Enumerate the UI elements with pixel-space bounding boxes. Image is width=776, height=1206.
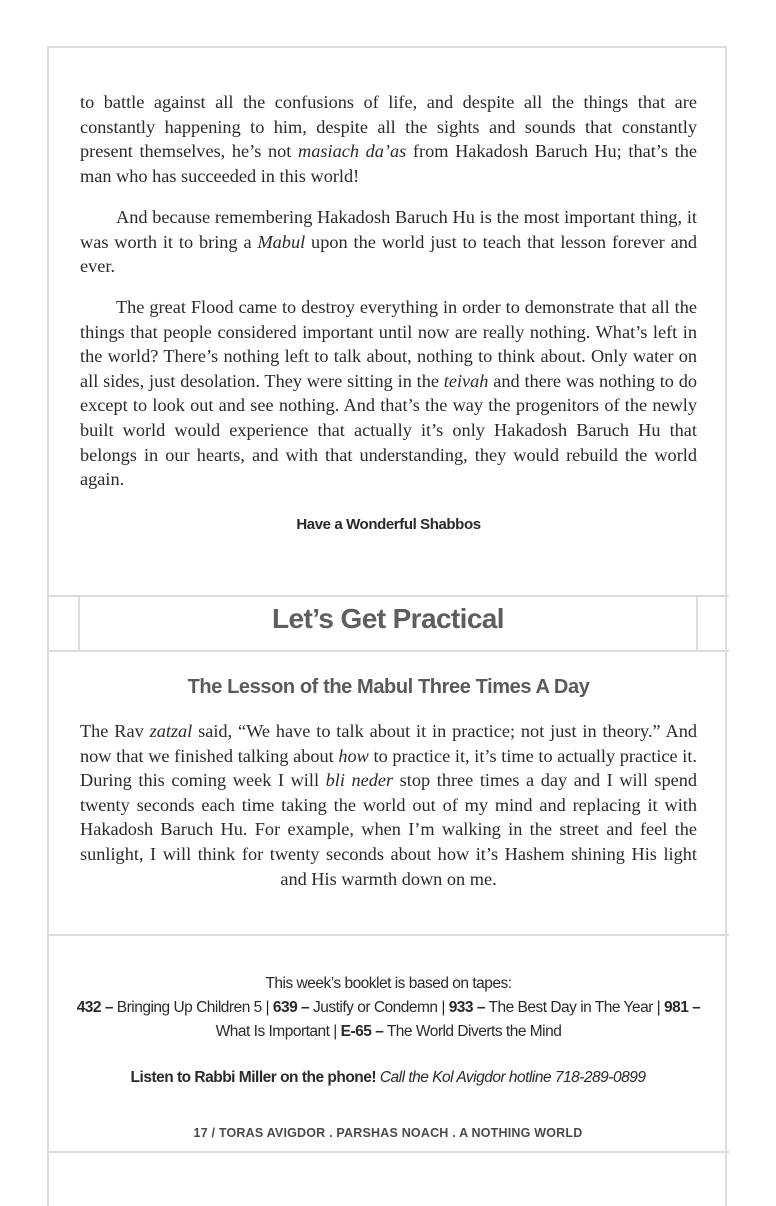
tape-title: The Best Day in The Year	[484, 999, 657, 1016]
tapes-intro: This week’s booklet is based on tapes:	[265, 975, 512, 992]
paragraph	[80, 90, 697, 188]
paragraph	[80, 205, 697, 279]
italic-term: Mabul	[257, 231, 306, 252]
tape-title: The World Diverts the Mind	[383, 1023, 562, 1040]
tape-title: Justify or Condemn	[309, 999, 442, 1016]
separator: |	[265, 999, 273, 1016]
italic-term: masiach da’as	[298, 141, 407, 162]
tape-title: Bringing Up Children 5	[112, 999, 266, 1016]
text-run: to practice it, it’s time to actually practice it. During this coming week I will	[80, 745, 697, 791]
separator: |	[656, 999, 665, 1016]
text-run: and there was nothing to do except to look out and see nothing. And that’s the way the progenitors of the newly built world would experience that actually it’s only Hakadosh Baruch Hu that belongs in our hearts, and with that understanding, they would rebuild the world again.	[80, 370, 697, 490]
tape-number: 639 –	[272, 999, 310, 1016]
subtitle: The Lesson of the Mabul Three Times A Day	[187, 676, 590, 698]
hotline-line	[60, 1069, 716, 1087]
divider	[47, 934, 729, 936]
tape-number: E-65 –	[340, 1023, 384, 1040]
paragraph	[80, 295, 697, 492]
tape-number: 981 –	[664, 999, 701, 1016]
tape-title: What Is Important	[215, 1023, 334, 1040]
text-run: from Hakadosh Baruch Hu; that’s the man who has succeeded in this world!	[80, 141, 697, 186]
tapes-list	[76, 972, 701, 1044]
separator: |	[333, 1023, 341, 1040]
divider	[47, 650, 729, 652]
text-run: to battle against all the confusions of life, and despite all the things that are constantly happening to him, despite all the sights and sounds that constantly present themselves, he’s not	[80, 92, 697, 162]
hotline-number: Call the Kol Avigdor hotline 718-289-0899	[376, 1069, 646, 1086]
hotline-bold: Listen to Rabbi Miller on the phone!	[130, 1069, 377, 1086]
divider	[47, 1151, 729, 1153]
tapes-items	[76, 996, 701, 1044]
text-run: The great Flood came to destroy everything in order to demonstrate that all the things that people considered important until now are really nothing. What’s left in the world? There’s nothing left to talk about, nothing to think about. Only water on all sides, just desolation. They were sitting in the	[80, 297, 697, 391]
text-run: The Rav	[80, 721, 150, 741]
text-run: And because remembering Hakadosh Baruch Hu is the most important thing, it was worth it to bring a	[80, 207, 697, 252]
tape-number: 933 –	[448, 999, 485, 1016]
tape-number: 432 –	[76, 999, 113, 1016]
title-box-right-border	[696, 596, 698, 651]
page-footer: 17 / TORAS AVIGDOR . PARSHAS NOACH . A NOTHING WORLD	[193, 1126, 583, 1140]
separator: |	[441, 999, 449, 1016]
title-box-left-border	[78, 596, 80, 651]
section-title: Let’s Get Practical	[272, 603, 504, 634]
practical-paragraph	[80, 719, 697, 891]
text-run: upon the world just to teach that lesson forever and ever.	[80, 231, 697, 277]
divider	[47, 595, 729, 597]
sign-off: Have a Wonderful Shabbos	[296, 516, 481, 533]
text-run: said, “We have to talk about it in practice; not just in theory.” And now that we finished talking about	[80, 721, 698, 766]
italic-term: zatzal	[149, 721, 193, 741]
italic-term: how	[338, 745, 369, 766]
italic-term: teivah	[443, 370, 489, 391]
text-run: stop three times a day and I will spend twenty seconds each time taking the world out of my mind and replacing it with Hakadosh Baruch Hu. For example, when I’m walking in the street and feel the sunlight, I will think for twenty seconds about how it’s Hashem shining His light and His warmth down on me.	[80, 770, 697, 889]
italic-term: bli neder	[325, 770, 394, 791]
